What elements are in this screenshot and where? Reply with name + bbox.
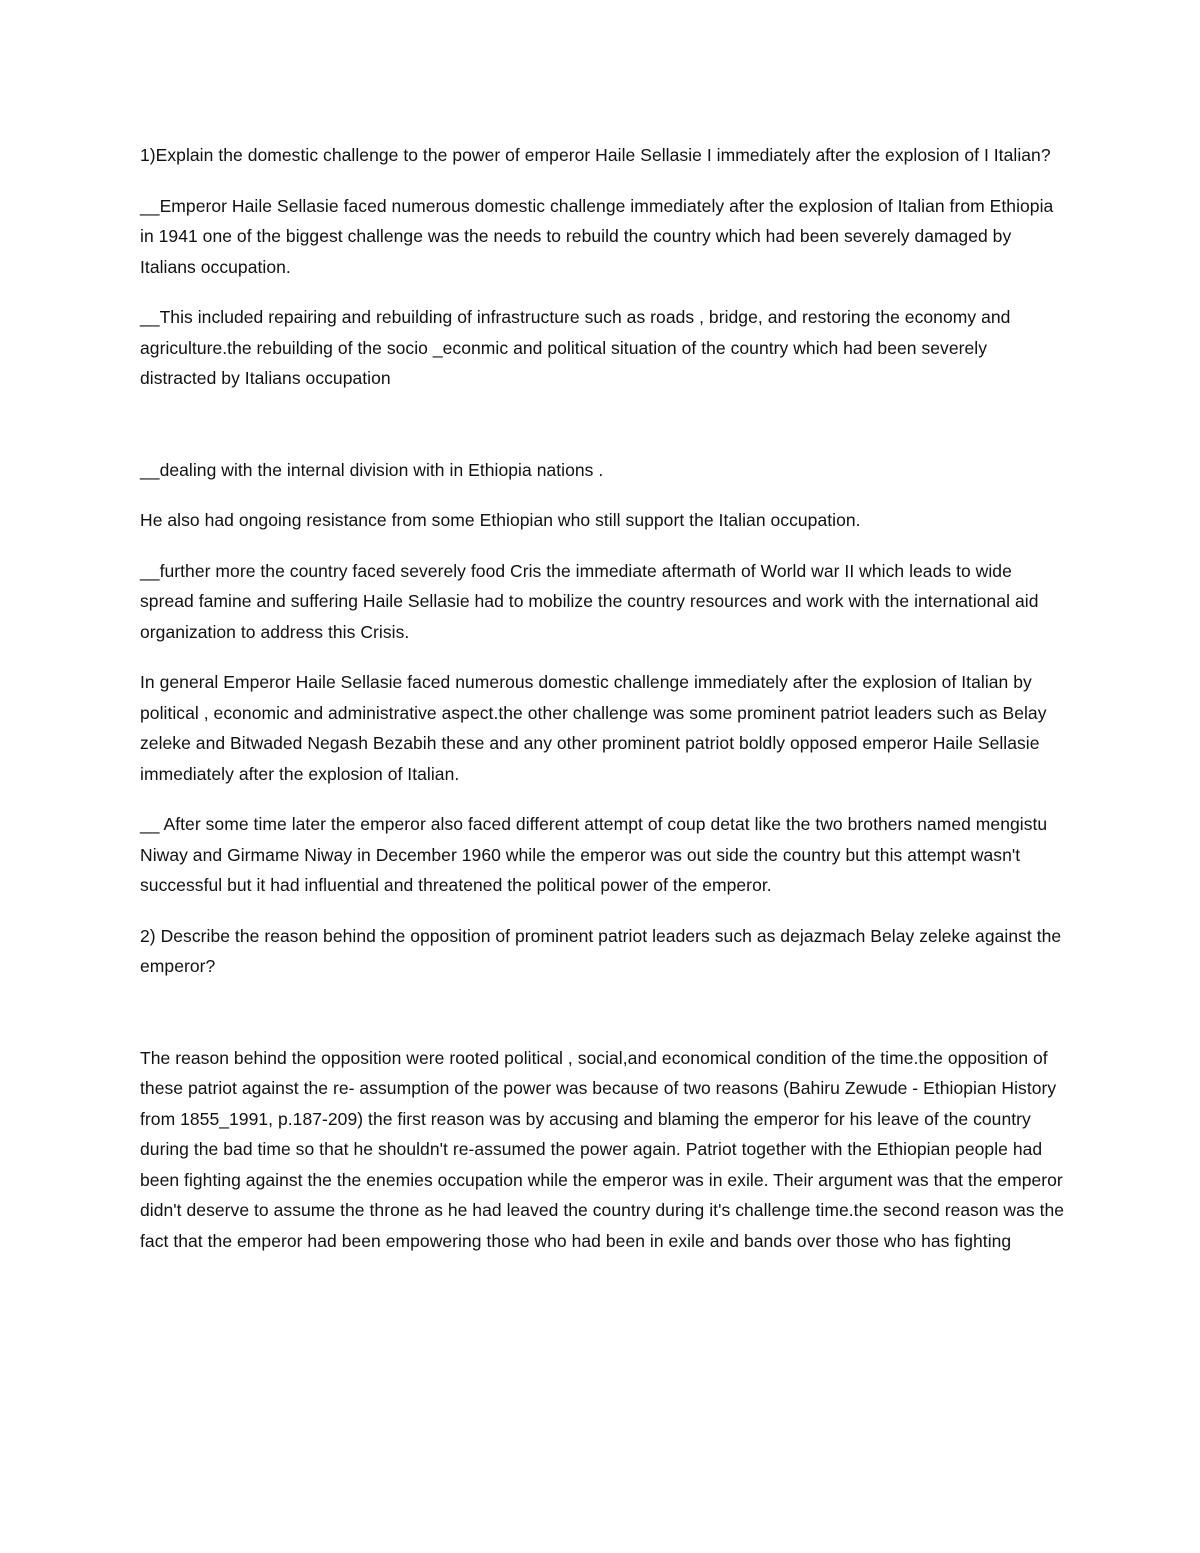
answer-paragraph: __dealing with the internal division with in Ethiopia nations . (140, 459, 604, 480)
blank-line (140, 1002, 1065, 1043)
answer-paragraph: __further more the country faced severely food Cris the immediate aftermath of World war II which leads to wide spread famine and suffering Haile Sellasie had to mobilize the country resources and work with the international aid organization to address this Crisis. (140, 560, 1039, 642)
blank-line (140, 414, 1065, 455)
question-2: 2) Describe the reason behind the opposition of prominent patriot leaders such as dejazmach Belay zeleke against the emperor? (140, 925, 1062, 976)
answer-paragraph: __Emperor Haile Sellasie faced numerous domestic challenge immediately after the explosion of Italian from Ethiopia in 1941 one of the biggest challenge was the needs to rebuild the country which had been severely damaged by Italians occupation. (140, 195, 1054, 277)
answer-paragraph: __This included repairing and rebuilding of infrastructure such as roads , bridge, and restoring the economy and agriculture.the rebuilding of the socio _econmic and political situation of the country which had been severely distracted by Italians occupation (140, 307, 1011, 388)
answer-paragraph: The reason behind the opposition were rooted political , social,and economical condition of the time.the opposition of these patriot against the re- assumption of the power was because of two reasons (Bahiru Zewude - Ethiopian History from 1855_1991, p.187-209) the first reason was by accusing and blaming the emperor for his leave of the country during the bad time so that he shouldn't re-assumed the power again. Patriot together with the Ethiopian people had been fighting against the the enemies occupation while the emperor was in exile. Their argument was that the emperor didn't deserve to assume the throne as he had leaved the country during it's challenge time.the second reason was the fact that the emperor had been empowering those who had been in exile and bands over those who has fighting (140, 1047, 1065, 1251)
question-1: 1)Explain the domestic challenge to the power of emperor Haile Sellasie I immediately after the explosion of I Italian? (140, 145, 1051, 165)
document-body (140, 140, 1065, 1276)
answer-paragraph: In general Emperor Haile Sellasie faced numerous domestic challenge immediately after the explosion of Italian by political , economic and administrative aspect.the other challenge was some prominent patriot leaders such as Belay zeleke and Bitwaded Negash Bezabih these and any other prominent patriot boldly opposed emperor Haile Sellasie immediately after the explosion of Italian. (140, 672, 1047, 784)
answer-paragraph: He also had ongoing resistance from some Ethiopian who still support the Italian occupation. (140, 510, 861, 530)
answer-paragraph: __ After some time later the emperor also faced different attempt of coup detat like the two brothers named mengistu Niway and Girmame Niway in December 1960 while the emperor was out side the country but this attempt wasn't successful but it had influential and threatened the political power of the emperor. (140, 814, 1048, 895)
